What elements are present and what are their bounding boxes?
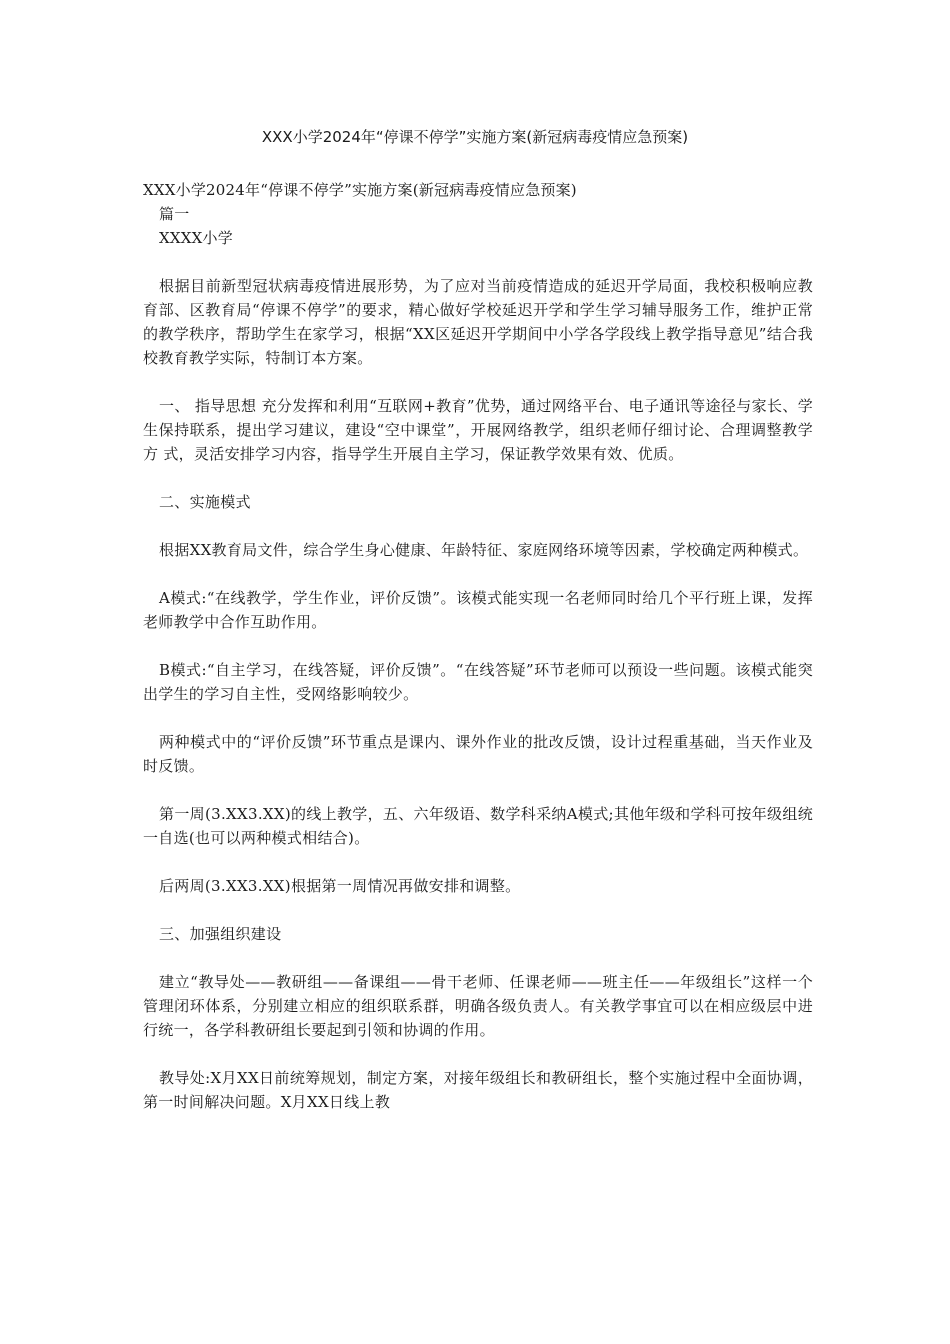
school-name: XXXX小学 — [159, 229, 233, 247]
intro-paragraph: 根据目前新型冠状病毒疫情进展形势，为了应对当前疫情造成的延迟开学局面，我校积极响应教育部、区教育局“停课不停学”的要求，精心做好学校延迟开学和学生学习辅导服务工作，维护正常的教学秩序，帮助学生在家学习，根据“XX区延迟开学期间中小学各学段线上教学指导意见”结合我校教育教学实际，特制订本方案。 — [143, 277, 813, 367]
office-paragraph: 教导处:X月XX日前统筹规划，制定方案，对接年级组长和教研组长，整个实施过程中全面协调，第一时间解决问题。X月XX日线上教 — [143, 1069, 813, 1111]
organization-paragraph: 建立“教导处——教研组——备课组——骨干老师、任课老师——班主任——年级组长”这样一个管理闭环体系，分别建立相应的组织联系群，明确各级负责人。有关教学事宜可以在相应级层中进行统一，各学科教研组长要起到引领和协调的作用。 — [143, 973, 813, 1039]
document-subtitle: XXX小学2024年“停课不停学”实施方案(新冠病毒疫情应急预案) — [143, 181, 577, 199]
section-heading-implementation: 二、实施模式 — [159, 493, 251, 511]
mode-b-paragraph: B模式:“自主学习，在线答疑，评价反馈”。“在线答疑”环节老师可以预设一些问题。该模式能突出学生的学习自主性，受网络影响较少。 — [143, 661, 813, 703]
guiding-paragraph: 一、 指导思想 充分发挥和利用“互联网+教育”优势，通过网络平台、电子通讯等途径与家长、学生保持联系，提出学习建议，建设“空中课堂”，开展网络教学，组织老师仔细讨论、合理调整教学方 式，灵活安排学习内容，指导学生开展自主学习，保证教学效果有效、优质。 — [143, 397, 813, 463]
feedback-paragraph: 两种模式中的“评价反馈”环节重点是课内、课外作业的批改反馈，设计过程重基础，当天作业及时反馈。 — [143, 733, 813, 775]
week1-paragraph: 第一周(3.XX3.XX)的线上教学，五、六年级语、数学科采纳A模式;其他年级和学科可按年级组统一自选(也可以两种模式相结合)。 — [143, 805, 813, 847]
document-title: XXX小学2024年“停课不停学”实施方案(新冠病毒疫情应急预案) — [261, 128, 689, 146]
document-body — [143, 178, 813, 1114]
section-heading-organization: 三、加强组织建设 — [159, 925, 282, 943]
modes-intro-paragraph: 根据XX教育局文件，综合学生身心健康、年龄特征、家庭网络环境等因素，学校确定两种模式。 — [159, 541, 809, 559]
part-label: 篇一 — [159, 205, 190, 223]
mode-a-paragraph: A模式:“在线教学，学生作业，评价反馈”。该模式能实现一名老师同时给几个平行班上课，发挥老师教学中合作互助作用。 — [143, 589, 813, 631]
week2-paragraph: 后两周(3.XX3.XX)根据第一周情况再做安排和调整。 — [159, 877, 521, 895]
